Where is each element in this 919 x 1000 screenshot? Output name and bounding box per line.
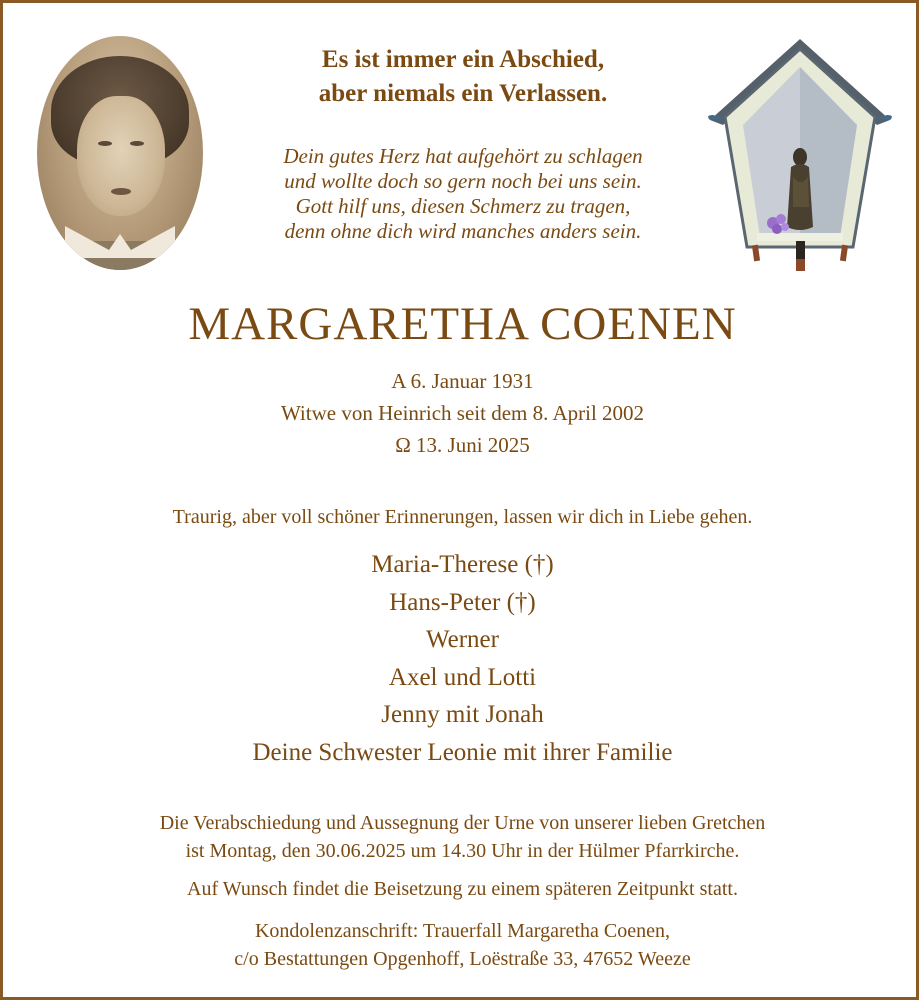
widow-note: Witwe von Heinrich seit dem 8. April 2002 [280,401,645,425]
motto-line: aber niemals ein Verlassen. [318,80,608,107]
portrait-collar [65,218,175,258]
mourners-list [3,546,919,772]
burial-info: Auf Wunsch findet die Beisetzung zu einem späteren Zeitpunkt statt. [187,878,738,900]
poem [213,144,713,244]
condolence-address [3,917,919,973]
address-line: c/o Bestattungen Opgenhoff, Loëstraße 33, 47652 Weeze [234,948,691,970]
wayside-shrine-photo [705,37,895,272]
service-info [3,809,919,865]
portrait-eye [130,141,144,146]
life-dates [3,365,919,461]
portrait-face [77,96,165,216]
poem-line: denn ohne dich wird manches anders sein. [284,219,642,243]
deceased-name: MARGARETHA COENEN [188,298,737,350]
mourning-intro: Traurig, aber voll schöner Erinnerungen, lassen wir dich in Liebe gehen. [172,506,753,528]
service-line: Die Verabschiedung und Aussegnung der Urne von unserer lieben Gretchen [159,812,766,834]
death-date: Ω 13. Juni 2025 [395,433,530,457]
portrait-photo [37,36,203,270]
address-line: Kondolenzanschrift: Trauerfall Margaretha Coenen, [254,920,671,942]
motto-heading [223,43,703,111]
mourner: Axel und Lotti [388,663,537,691]
poem-line: und wollte doch so gern noch bei uns sein. [284,169,642,193]
mourner: Hans-Peter (†) [389,588,536,616]
mourner: Jenny mit Jonah [381,701,544,729]
portrait-mouth [111,188,131,195]
mourner: Deine Schwester Leonie mit ihrer Familie [252,738,673,766]
poem-line: Dein gutes Herz hat aufgehört zu schlagen [283,144,643,168]
mourner: Werner [426,626,499,654]
mourner: Maria-Therese (†) [371,551,554,578]
service-line: ist Montag, den 30.06.2025 um 14.30 Uhr in der Hülmer Pfarrkirche. [185,840,740,862]
motto-line: Es ist immer ein Abschied, [321,46,605,73]
poem-line: Gott hilf uns, diesen Schmerz zu tragen, [295,194,631,218]
portrait-eye [98,141,112,146]
birth-date: A 6. Januar 1931 [391,369,534,393]
